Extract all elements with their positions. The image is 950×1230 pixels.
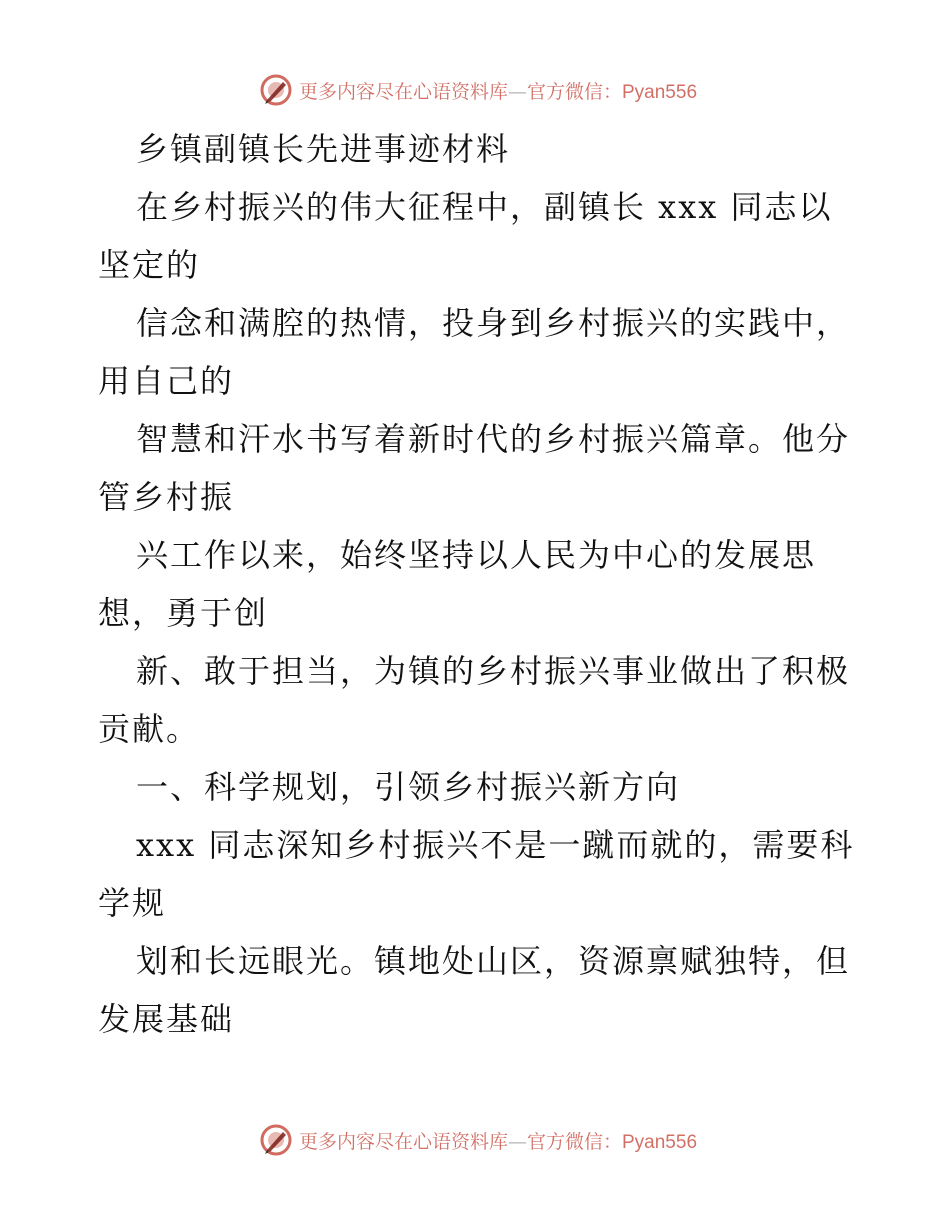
text-line: 用自己的 (98, 362, 235, 400)
text-line: 坚定的 (98, 246, 201, 284)
text-line: 新、敢于担当，为镇的乡村振兴事业做出了积极 (136, 652, 851, 690)
text-line: 学规 (98, 884, 167, 922)
watermark-group (259, 1123, 697, 1157)
text-line: 管乡村振 (98, 478, 235, 516)
pen-logo-icon (259, 1123, 293, 1157)
text-line: 想，勇于创 (98, 594, 269, 632)
header-watermark (0, 70, 950, 110)
text-line: 乡镇副镇长先进事迹材料 (136, 130, 511, 168)
watermark-group (259, 73, 697, 107)
text-line: 信念和满腔的热情，投身到乡村振兴的实践中， (136, 304, 851, 342)
document-body (98, 120, 858, 1048)
text-line: xxx 同志深知乡村振兴不是一蹴而就的，需要科 (136, 826, 855, 864)
text-line: 贡献。 (98, 710, 201, 748)
text-line: 划和长远眼光。镇地处山区，资源禀赋独特，但 (136, 942, 851, 980)
pen-logo-icon (259, 73, 293, 107)
text-line: 智慧和汗水书写着新时代的乡村振兴篇章。他分 (136, 420, 851, 458)
watermark-text: 更多内容尽在心语资料库—官方微信：Pyan556 (298, 80, 698, 103)
watermark-text: 更多内容尽在心语资料库—官方微信：Pyan556 (298, 1130, 698, 1153)
text-line: 兴工作以来，始终坚持以人民为中心的发展思 (136, 536, 817, 574)
footer-watermark (0, 1120, 950, 1160)
text-line: 发展基础 (98, 1000, 235, 1038)
text-line: 一、科学规划，引领乡村振兴新方向 (136, 768, 681, 806)
text-line: 在乡村振兴的伟大征程中，副镇长 xxx 同志以 (136, 188, 833, 226)
